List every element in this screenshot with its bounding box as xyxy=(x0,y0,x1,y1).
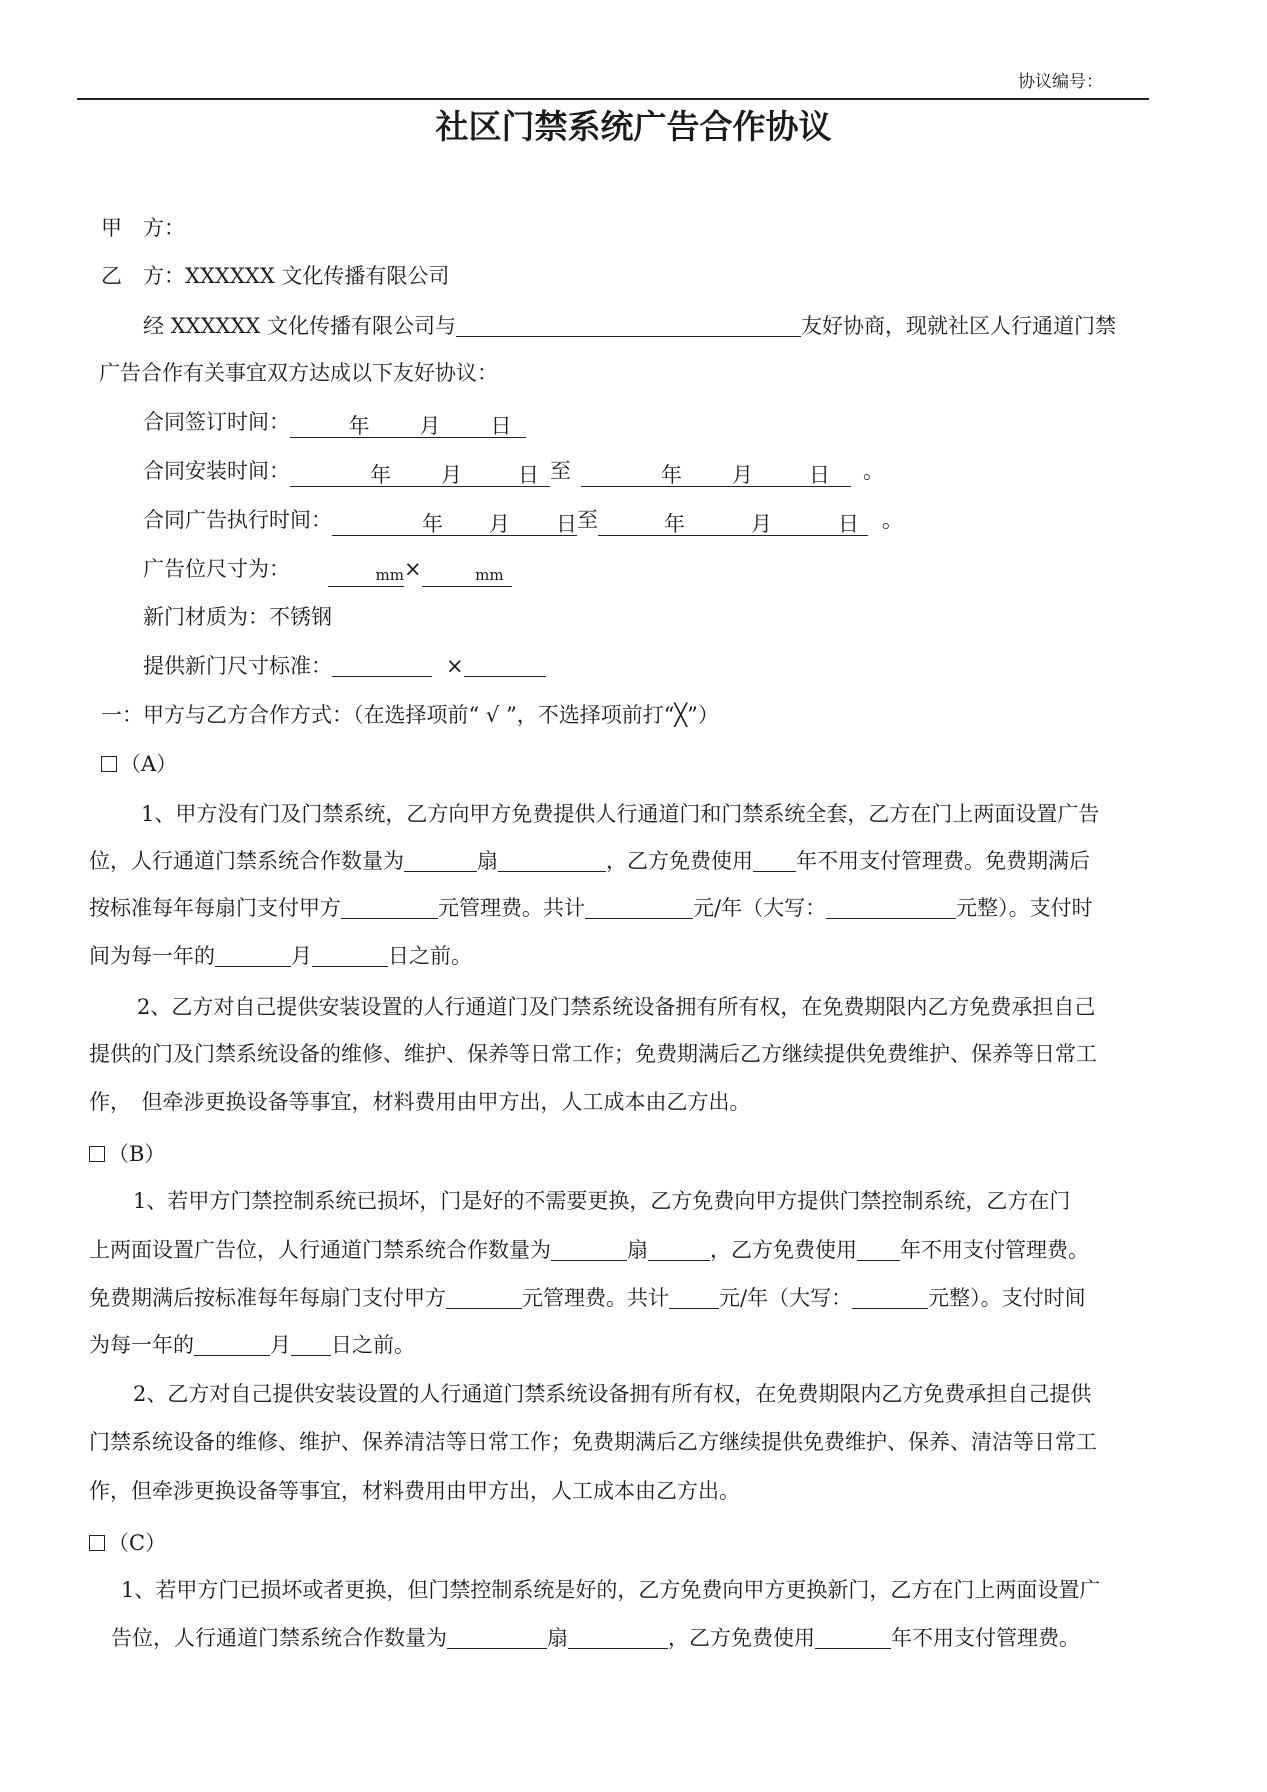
fee-per-door-blank[interactable] xyxy=(341,896,438,919)
period-mark: 。 xyxy=(882,508,903,532)
ad-size-label: 广告位尺寸为： xyxy=(143,557,290,581)
free-years-blank[interactable] xyxy=(815,1626,891,1649)
sign-time-line xyxy=(143,407,526,438)
year-unit: 年 xyxy=(348,414,370,438)
text-fragment: 上两面设置广告位，人行通道门禁系统合作数量为 xyxy=(89,1238,551,1262)
total-fee-words-blank[interactable] xyxy=(826,896,956,919)
option-c-label: （C） xyxy=(108,1531,167,1555)
free-years-blank[interactable] xyxy=(857,1238,900,1261)
free-years-blank[interactable] xyxy=(753,849,796,872)
month-unit: 月 xyxy=(489,512,510,536)
text-fragment: 日之前。 xyxy=(388,944,472,968)
text-fragment: ，乙方免费使用 xyxy=(668,1626,815,1650)
text-fragment: 年不用支付管理费。 xyxy=(891,1626,1080,1650)
ad-size-line xyxy=(143,554,512,587)
option-c-line xyxy=(89,1528,166,1558)
text-fragment: 元/年（大写： xyxy=(719,1286,853,1310)
text-fragment: 元管理费。共计 xyxy=(522,1286,669,1310)
ad-time-line xyxy=(143,505,903,536)
pay-day-blank[interactable] xyxy=(291,1333,331,1356)
option-b-p2-line1: 2、乙方对自己提供安装设置的人行通道门禁系统设备拥有所有权，在免费期限内乙方免费承担自己提供 xyxy=(133,1382,1092,1406)
quantity-blank[interactable] xyxy=(551,1238,627,1261)
year-unit: 年 xyxy=(661,463,682,487)
ad-height-blank[interactable] xyxy=(422,564,512,587)
day-unit: 日 xyxy=(809,463,830,487)
document-title: 社区门禁系统广告合作协议 xyxy=(435,107,832,146)
intro-part-2: 友好协商，现就社区人行通道门禁 xyxy=(801,314,1117,338)
door-height-blank[interactable] xyxy=(464,654,546,677)
install-end-blank[interactable] xyxy=(581,464,851,487)
total-fee-blank[interactable] xyxy=(585,896,693,919)
year-unit: 年 xyxy=(422,512,443,536)
option-a-p2-line3: 作， 但牵涉更换设备等事宜，材料费用由甲方出，人工成本由乙方出。 xyxy=(89,1090,751,1114)
option-a-p1-line4 xyxy=(89,941,472,971)
text-fragment: 元/年（大写： xyxy=(693,896,827,920)
month-unit: 月 xyxy=(441,463,462,487)
intro-line-2: 广告合作有关事宜双方达成以下友好协议： xyxy=(99,361,498,385)
option-b-p1-line4 xyxy=(89,1330,415,1360)
ad-time-label: 合同广告执行时间： xyxy=(143,508,332,532)
option-a-label: （A） xyxy=(120,752,178,776)
party-b-line: 乙 方：XXXXXX 文化传播有限公司 xyxy=(101,264,450,288)
option-a-p2-line2: 提供的门及门禁系统设备的维修、维护、保养等日常工作；免费期满后乙方继续提供免费维护、保养等日常工 xyxy=(89,1042,1097,1066)
option-a-p2-line1: 2、乙方对自己提供安装设置的人行通道门及门禁系统设备拥有所有权，在免费期限内乙方免费承担自己 xyxy=(137,995,1096,1019)
option-a-p1-line3 xyxy=(89,893,1093,923)
quantity-note-blank[interactable] xyxy=(568,1626,668,1649)
option-a-checkbox[interactable] xyxy=(101,756,117,772)
quantity-note-blank[interactable] xyxy=(648,1238,710,1261)
text-fragment: 年不用支付管理费。免费期满后 xyxy=(796,849,1090,873)
fee-per-door-blank[interactable] xyxy=(446,1286,522,1309)
party-a-line: 甲 方： xyxy=(101,216,185,240)
text-fragment: 位，人行通道门禁系统合作数量为 xyxy=(89,849,404,873)
option-b-p1-line1: 1、若甲方门禁控制系统已损坏，门是好的不需要更换，乙方免费向甲方提供门禁控制系统，乙方在门 xyxy=(133,1189,1071,1213)
text-fragment: 为每一年的 xyxy=(89,1333,194,1357)
sign-time-label: 合同签订时间： xyxy=(143,410,290,434)
door-size-line xyxy=(143,651,546,681)
quantity-blank[interactable] xyxy=(447,1626,547,1649)
times-sign: × xyxy=(446,654,464,678)
day-unit: 日 xyxy=(838,512,859,536)
text-fragment: 元整）。支付时间 xyxy=(928,1286,1086,1310)
header-rule xyxy=(77,98,1149,100)
pay-month-blank[interactable] xyxy=(194,1333,270,1356)
period-mark: 。 xyxy=(863,459,884,483)
day-unit: 日 xyxy=(518,463,539,487)
intro-line-1 xyxy=(143,311,1116,341)
text-fragment: 年不用支付管理费。 xyxy=(900,1238,1089,1262)
text-fragment: 月 xyxy=(291,944,312,968)
text-fragment: 月 xyxy=(270,1333,291,1357)
text-fragment: 按标准每年每扇门支付甲方 xyxy=(89,896,341,920)
text-fragment: 扇 xyxy=(477,849,498,873)
text-fragment: 免费期满后按标准每年每扇门支付甲方 xyxy=(89,1286,446,1310)
option-b-p2-line3: 作，但牵涉更换设备等事宜，材料费用由甲方出，人工成本由乙方出。 xyxy=(89,1479,740,1503)
option-a-p1-line2 xyxy=(89,846,1090,876)
total-fee-blank[interactable] xyxy=(669,1286,719,1309)
text-fragment: ，乙方免费使用 xyxy=(710,1238,857,1262)
times-sign: × xyxy=(404,557,422,581)
quantity-note-blank[interactable] xyxy=(498,849,606,872)
ad-start-blank[interactable] xyxy=(332,513,577,536)
ad-end-blank[interactable] xyxy=(598,513,868,536)
install-time-line xyxy=(143,456,884,487)
year-unit: 年 xyxy=(664,512,685,536)
section-1-heading: 一：甲方与乙方合作方式：（在选择项前“ √ ”，不选择项前打“╳”） xyxy=(101,703,719,727)
sign-date-blank[interactable] xyxy=(290,415,526,438)
option-c-p1-line1: 1、若甲方门已损坏或者更换，但门禁控制系统是好的，乙方免费向甲方更换新门，乙方在门上两面设置广 xyxy=(121,1578,1101,1602)
day-unit: 日 xyxy=(490,414,512,438)
pay-month-blank[interactable] xyxy=(215,944,291,967)
text-fragment: ，乙方免费使用 xyxy=(606,849,753,873)
day-unit: 日 xyxy=(556,512,577,536)
door-material-line: 新门材质为：不锈钢 xyxy=(143,605,332,629)
mm-unit: mm xyxy=(375,566,404,584)
install-time-label: 合同安装时间： xyxy=(143,459,290,483)
quantity-blank[interactable] xyxy=(404,849,477,872)
option-c-p1-line2 xyxy=(111,1623,1080,1653)
text-fragment: 间为每一年的 xyxy=(89,944,215,968)
pay-day-blank[interactable] xyxy=(312,944,388,967)
text-fragment: 告位，人行通道门禁系统合作数量为 xyxy=(111,1626,447,1650)
month-unit: 月 xyxy=(751,512,772,536)
option-a-line xyxy=(101,749,177,779)
total-fee-words-blank[interactable] xyxy=(852,1286,928,1309)
intro-part-1: 经 XXXXXX 文化传播有限公司与 xyxy=(143,314,457,338)
door-width-blank[interactable] xyxy=(332,654,432,677)
partner-name-blank[interactable] xyxy=(456,314,801,337)
text-fragment: 扇 xyxy=(627,1238,648,1262)
year-unit: 年 xyxy=(370,463,391,487)
door-size-label: 提供新门尺寸标准： xyxy=(143,654,332,678)
month-unit: 月 xyxy=(732,463,753,487)
option-a-p1-line1: 1、甲方没有门及门禁系统，乙方向甲方免费提供人行通道门和门禁系统全套，乙方在门上两面设置广告 xyxy=(141,802,1100,826)
option-b-p2-line2: 门禁系统设备的维修、维护、保养清洁等日常工作；免费期满后乙方继续提供免费维护、保养、清洁等日常工 xyxy=(89,1430,1097,1454)
option-b-label: （B） xyxy=(108,1142,166,1166)
month-unit: 月 xyxy=(419,414,441,438)
text-fragment: 元管理费。共计 xyxy=(438,896,585,920)
option-c-checkbox[interactable] xyxy=(89,1535,105,1551)
text-fragment: 日之前。 xyxy=(331,1333,415,1357)
option-b-p1-line3 xyxy=(89,1283,1086,1313)
option-b-checkbox[interactable] xyxy=(89,1146,105,1162)
agreement-number-label: 协议编号： xyxy=(1018,72,1103,92)
ad-width-blank[interactable] xyxy=(328,564,404,587)
text-fragment: 扇 xyxy=(547,1626,568,1650)
option-b-p1-line2 xyxy=(89,1235,1089,1265)
text-fragment: 元整）。支付时 xyxy=(956,896,1093,920)
install-start-blank[interactable] xyxy=(290,464,550,487)
to-text: 至 xyxy=(550,459,571,483)
mm-unit: mm xyxy=(475,566,504,584)
to-text: 至 xyxy=(577,508,598,532)
option-b-line xyxy=(89,1139,165,1169)
